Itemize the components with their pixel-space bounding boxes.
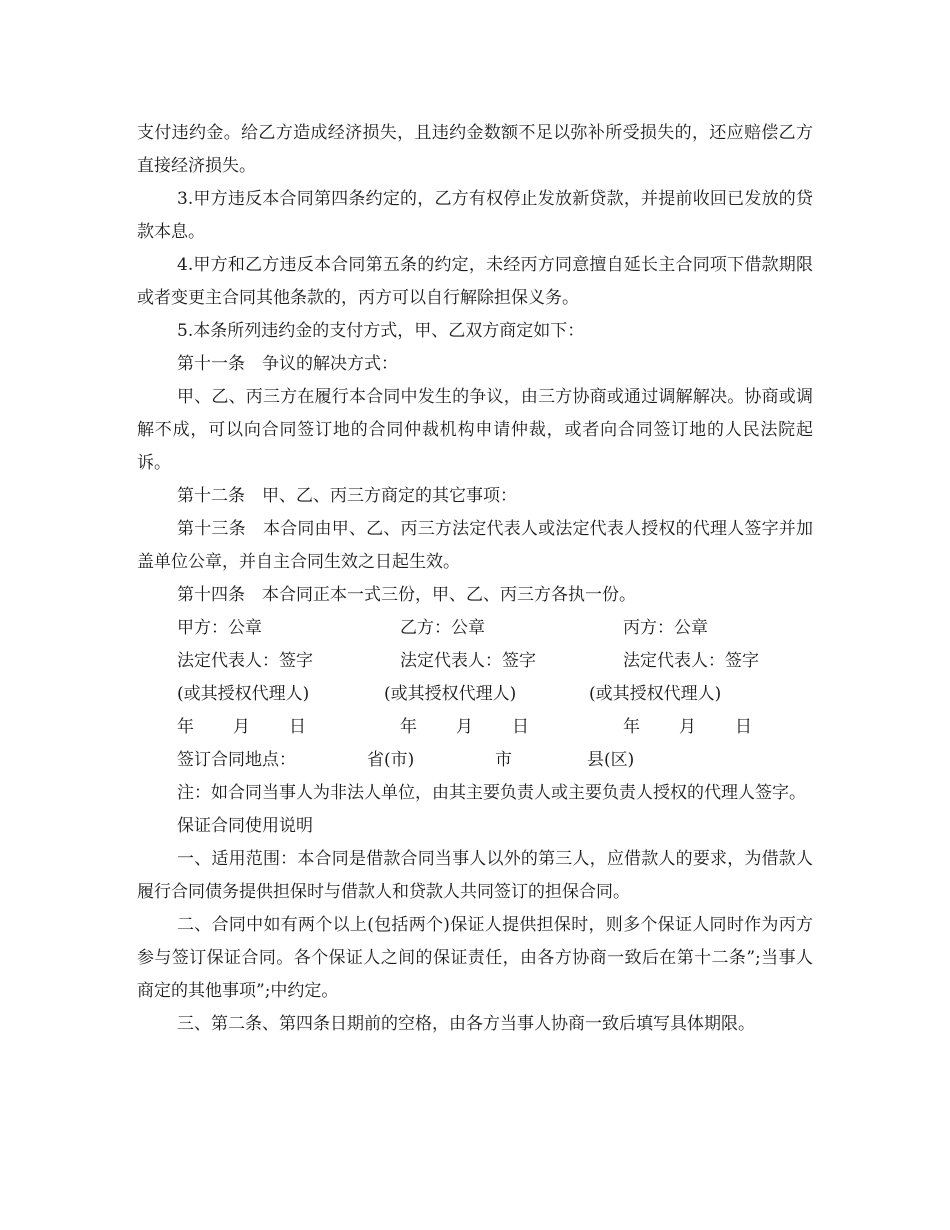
instruction-date-blanks: 三、第二条、第四条日期前的空格，由各方当事人协商一致后填写具体期限。 bbox=[177, 1014, 755, 1034]
party-b-agent: (或其授权代理人) bbox=[384, 684, 517, 704]
party-a-date bbox=[177, 711, 400, 744]
usage-instructions-heading: 保证合同使用说明 bbox=[177, 816, 313, 836]
document-body bbox=[137, 117, 813, 1041]
signature-agent-row bbox=[137, 678, 813, 711]
party-b-date bbox=[400, 711, 623, 744]
paragraph-penalty-continued: 支付违约金。给乙方造成经济损失，且违约金数额不足以弥补所受损失的，还应赔偿乙方直接经济损失。 bbox=[137, 123, 813, 176]
article-13-paragraph: 第十三条 本合同由甲、乙、丙三方法定代表人或法定代表人授权的代理人签字并加盖单位公章，并自主合同生效之日起生效。 bbox=[137, 519, 813, 572]
year-label: 年 bbox=[623, 717, 640, 737]
day-label: 日 bbox=[512, 717, 529, 737]
day-label: 日 bbox=[289, 717, 306, 737]
instruction-multiple-guarantors: 二、合同中如有两个以上(包括两个)保证人提供担保时，则多个保证人同时作为丙方参与签订保证合同。各个保证人之间的保证责任，由各方协商一致后在第十二条”;当事人商定的其他事项”;中约定。 bbox=[137, 915, 813, 1001]
day-label: 日 bbox=[735, 717, 752, 737]
county-label: 县(区) bbox=[587, 750, 635, 770]
article-12-heading: 第十二条 甲、乙、丙三方商定的其它事项： bbox=[177, 486, 517, 506]
year-label: 年 bbox=[400, 717, 417, 737]
month-label: 月 bbox=[456, 717, 473, 737]
article-11-heading: 第十一条 争议的解决方式： bbox=[177, 354, 398, 374]
party-b-representative: 法定代表人：签字 bbox=[400, 651, 536, 671]
party-a-agent: (或其授权代理人) bbox=[177, 684, 310, 704]
party-c-representative: 法定代表人：签字 bbox=[623, 651, 759, 671]
signing-place-label: 签订合同地点： bbox=[177, 750, 296, 770]
party-a-representative: 法定代表人：签字 bbox=[177, 651, 313, 671]
month-label: 月 bbox=[233, 717, 250, 737]
paragraph-clause-4: 4.甲方和乙方违反本合同第五条的约定，未经丙方同意擅自延长主合同项下借款期限或者变更主合同其他条款的，丙方可以自行解除担保义务。 bbox=[137, 255, 813, 308]
party-c-seal: 丙方：公章 bbox=[623, 618, 708, 638]
signature-seal-row bbox=[137, 612, 813, 645]
party-a-seal: 甲方：公章 bbox=[177, 618, 262, 638]
party-c-date bbox=[623, 711, 813, 744]
year-label: 年 bbox=[177, 717, 194, 737]
paragraph-dispute-resolution: 甲、乙、丙三方在履行本合同中发生的争议，由三方协商或通过调解解决。协商或调解不成，可以向合同签订地的合同仲裁机构申请仲裁，或者向合同签订地的人民法院起诉。 bbox=[137, 387, 813, 473]
paragraph-clause-3: 3.甲方违反本合同第四条约定的，乙方有权停止发放新贷款，并提前收回已发放的贷款本息。 bbox=[137, 189, 813, 242]
party-c-agent: (或其授权代理人) bbox=[589, 684, 722, 704]
signing-place-row bbox=[137, 744, 813, 777]
paragraph-clause-5: 5.本条所列违约金的支付方式，甲、乙双方商定如下： bbox=[177, 321, 585, 341]
note-paragraph: 注：如合同当事人为非法人单位，由其主要负责人或主要负责人授权的代理人签字。 bbox=[177, 783, 806, 803]
instruction-scope: 一、适用范围：本合同是借款合同当事人以外的第三人，应借款人的要求，为借款人履行合同债务提供担保时与借款人和贷款人共同签订的担保合同。 bbox=[137, 849, 813, 902]
month-label: 月 bbox=[679, 717, 696, 737]
article-14-paragraph: 第十四条 本合同正本一式三份，甲、乙、丙三方各执一份。 bbox=[177, 585, 636, 605]
signature-rep-row bbox=[137, 645, 813, 678]
province-label: 省(市) bbox=[367, 750, 415, 770]
party-b-seal: 乙方：公章 bbox=[400, 618, 485, 638]
city-label: 市 bbox=[495, 750, 512, 770]
signature-date-row bbox=[137, 711, 813, 744]
